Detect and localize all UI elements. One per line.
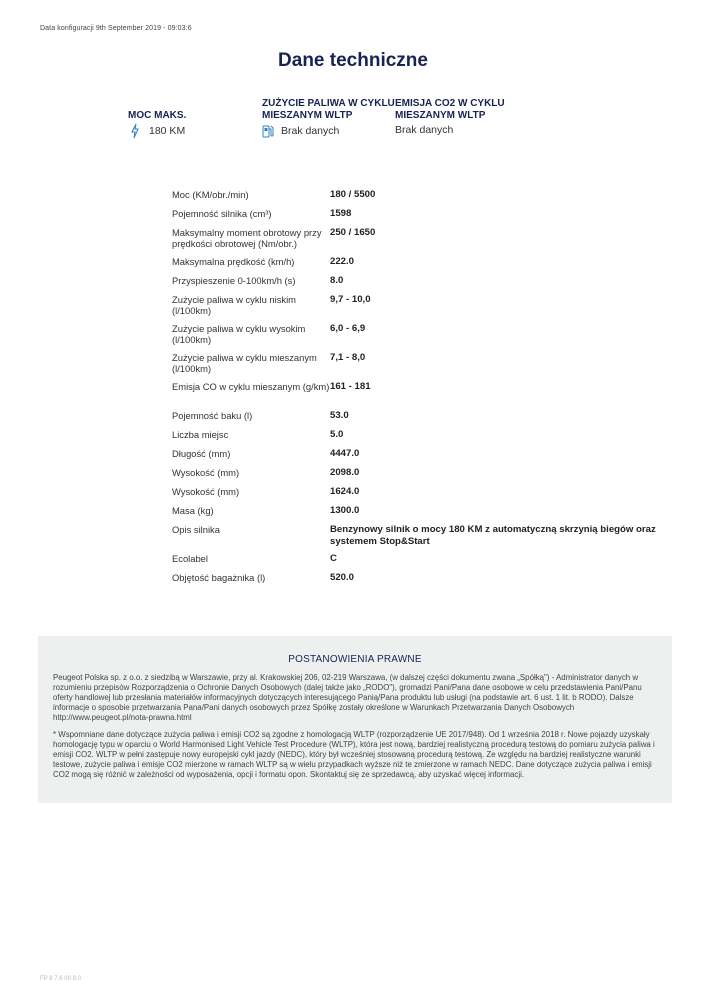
spec-value: 180 / 5500	[330, 189, 376, 200]
summary-co2-value: Brak danych	[395, 124, 454, 136]
configuration-date: Data konfiguracji 9th September 2019 - 09:03:6	[40, 25, 192, 32]
spec-label: Maksymalna prędkość (km/h)	[172, 256, 295, 267]
spec-label: Długość (mm)	[172, 448, 231, 459]
summary-fuel	[262, 98, 395, 138]
spec-label: Zużycie paliwa w cyklu niskim (l/100km)	[172, 294, 296, 316]
spec-row	[172, 410, 672, 422]
spec-value: 4447.0	[330, 448, 360, 459]
legal-notice	[38, 636, 672, 803]
spec-value: 1624.0	[330, 486, 360, 497]
spec-row	[172, 467, 672, 479]
lightning-icon	[131, 124, 139, 138]
spec-value: C	[330, 553, 337, 564]
summary-power-label: MOC MAKS.	[128, 110, 187, 121]
spec-label: Masa (kg)	[172, 505, 214, 516]
spec-label: Wysokość (mm)	[172, 486, 240, 497]
spec-label: Pojemność silnika (cm³)	[172, 208, 272, 219]
spec-label: Liczba miejsc	[172, 429, 229, 440]
spec-value: Benzynowy silnik o mocy 180 KM z automatyczną skrzynią biegów oraz systemem Stop&Start	[330, 524, 656, 547]
footer-mark: FP 8 7.6 00 8.0	[40, 976, 81, 982]
summary-fuel-label-line1: ZUŻYCIE PALIWA W CYKLU	[262, 98, 395, 109]
spec-row	[172, 505, 672, 517]
spec-value: 7,1 - 8,0	[330, 352, 366, 363]
spec-row	[172, 524, 672, 548]
spec-value: 53.0	[330, 410, 349, 421]
spec-label: Ecolabel	[172, 553, 208, 564]
summary-fuel-label-line2: MIESZANYM WLTP	[262, 110, 353, 121]
legal-title: POSTANOWIENIA PRAWNE	[288, 654, 422, 665]
spec-value: 520.0	[330, 572, 355, 583]
spec-row	[172, 429, 672, 441]
spec-row	[172, 275, 672, 287]
spec-row	[172, 553, 672, 565]
spec-value: 1598	[330, 208, 352, 219]
spec-value: 6,0 - 6,9	[330, 323, 366, 334]
spec-row	[172, 294, 672, 316]
spec-label: Przyspieszenie 0-100km/h (s)	[172, 275, 296, 286]
spec-label: Maksymalny moment obrotowy przy prędkości obrotowej (Nm/obr.)	[172, 227, 322, 249]
spec-label: Moc (KM/obr./min)	[172, 189, 249, 200]
page-title: Dane techniczne	[278, 50, 428, 71]
spec-value: 9,7 - 10,0	[330, 294, 371, 305]
spec-row	[172, 189, 672, 201]
spec-label: Zużycie paliwa w cyklu wysokim (l/100km)	[172, 323, 306, 345]
spec-row	[172, 256, 672, 268]
spec-label: Wysokość (mm)	[172, 467, 240, 478]
spec-value: 8.0	[330, 275, 344, 286]
fuel-pump-icon	[262, 124, 274, 138]
spec-value: 2098.0	[330, 467, 360, 478]
summary-fuel-value: Brak danych	[281, 124, 340, 137]
summary-co2-label-line1: EMISJA CO2 W CYKLU	[395, 98, 505, 109]
summary-power-value: 180 KM	[149, 124, 186, 137]
spec-value: 250 / 1650	[330, 227, 376, 238]
spec-value: 5.0	[330, 429, 344, 440]
spec-row	[172, 572, 672, 584]
legal-paragraph-wltp: * Wspomniane dane dotyczące zużycia paliwa i emisji CO2 są zgodne z homologacją WLTP (rozporządzenie UE 2017/948). Od 1 września 2018 r. Nowe pojazdy uzyskały homologację typu w oparciu o World Harmonised Light Vehicle Test Procedure (WLTP), która jest nową, bardziej realistyczną procedurą testową do pomiaru zużycia paliwa i emisji CO2. WLTP w pełni zastępuje nowy europejski cykl jazdy (NEDC), który był wcześniej stosowaną procedurą testową. Ze względu na bardziej realistyczne warunki testowe, zużycie paliwa i emisje CO2 mierzone w ramach WLTP są w wielu przypadkach wyższe niż te zmierzone w ramach NEDC. Dane dotyczące zużycia paliwa i emisji CO2 mogą się różnić w zależności od wyposażenia, opcji i formatu opon. Skontaktuj się ze sprzedawcą, aby uzyskać więcej informacji.	[53, 730, 655, 779]
spec-label: Objętość bagażnika (l)	[172, 572, 266, 583]
spec-value: 161 - 181	[330, 381, 371, 392]
spec-row	[172, 323, 672, 345]
legal-paragraph-gdpr: Peugeot Polska sp. z o.o. z siedzibą w Warszawie, przy al. Krakowskiej 206, 02-219 Warszawa, (w dalszej części dokumentu zwana „Spółką") - Administrator danych w rozumieniu przepisów Rozporządzenia o Ochronie Danych Osobowych (dalej także jako „RODO"), gromadzi Pani/Pana dane osobowe w celu przedstawienia Pani/Panu oferty handlowej lub przesłania materiałów informacyjnych dotyczących interesującego Panią/Pana produktu lub usługi (na podstawie art. 6 ust. 1 lit. b RODO). Dalsze informacje o sposobie przetwarzania Pana/Pani danych osobowych przez Spółkę zostały określone w Warunkach Przetwarzania Danych Osobowych http://www.peugeot.pl/nota-prawna.html	[53, 673, 642, 722]
spec-row	[172, 381, 672, 393]
spec-row	[172, 486, 672, 498]
spec-value: 1300.0	[330, 505, 360, 516]
spec-row	[172, 448, 672, 460]
spec-row	[172, 227, 672, 249]
spec-label: Pojemność baku (l)	[172, 410, 253, 421]
spec-label: Opis silnika	[172, 524, 220, 535]
spec-row	[172, 352, 672, 374]
spec-value: 222.0	[330, 256, 355, 267]
spec-label: Zużycie paliwa w cyklu mieszanym (l/100km)	[172, 352, 317, 374]
spec-row	[172, 208, 672, 220]
spec-label: Emisja CO w cyklu mieszanym (g/km)	[172, 381, 330, 392]
summary-power	[128, 110, 186, 138]
summary-co2	[395, 98, 505, 137]
summary-co2-label-line2: MIESZANYM WLTP	[395, 110, 486, 121]
